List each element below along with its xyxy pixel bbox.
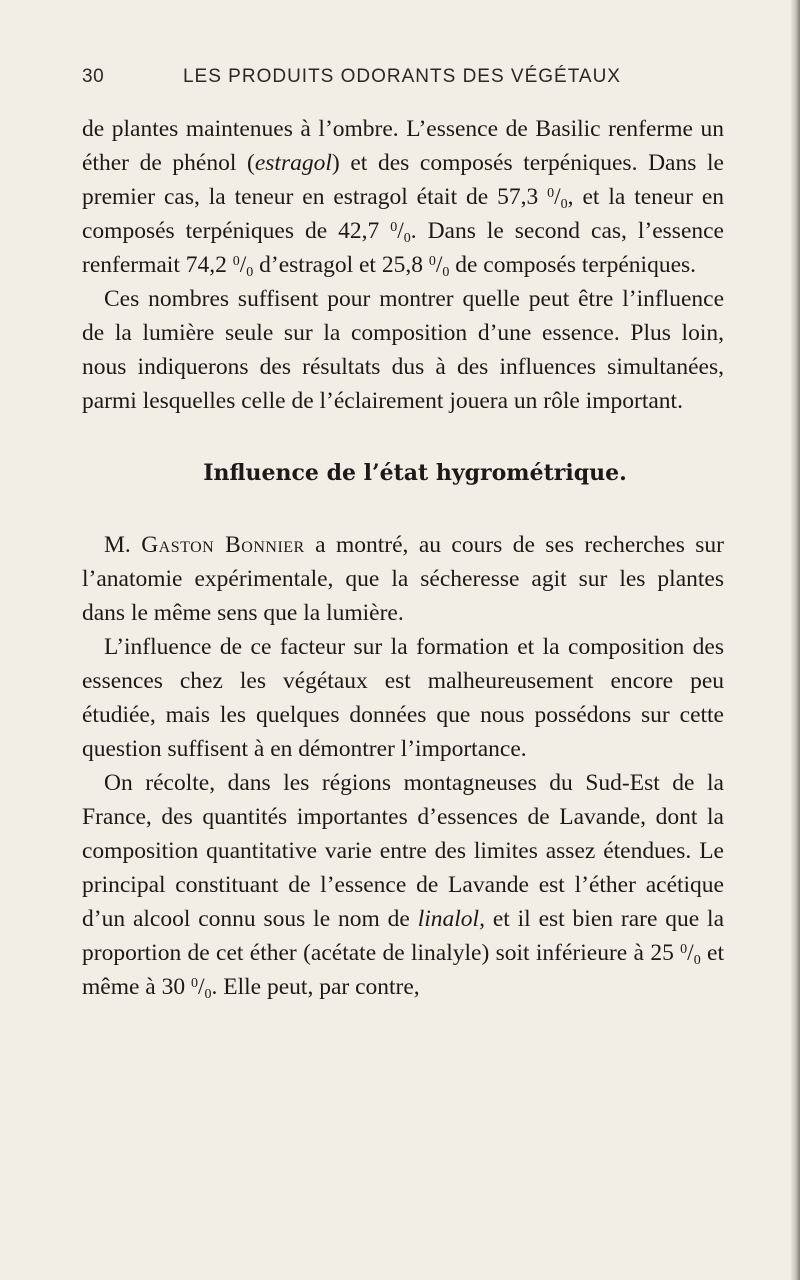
percent-sign: $^0/_0$ bbox=[190, 974, 212, 1002]
percent-sign: $^0/_0$ bbox=[390, 218, 411, 246]
section-heading: Influence de l’état hygrométrique. bbox=[203, 460, 627, 486]
percent-sign: $^0/_0$ bbox=[547, 184, 568, 212]
page-number: 30 bbox=[82, 66, 105, 87]
percent-sign: $^0/_0$ bbox=[232, 252, 254, 280]
author-name: Gaston Bonnier bbox=[141, 532, 305, 558]
running-title: LES PRODUITS ODORANTS DES VÉGÉTAUX bbox=[182, 66, 621, 87]
linalol-term: linalol, bbox=[417, 906, 485, 932]
page-edge-shadow bbox=[790, 0, 800, 1280]
body-text bbox=[82, 112, 724, 1004]
paragraph-5: On récolte, dans les régions montagneuses du Sud-Est de la France, des quantités importantes d’essences de Lavande, dont la composition quantitative varie entre des limites assez étendues. Le principal constituant de l’essence de Lavande est l’éther acétique d’un alcool connu sous le nom de linalol, et il est bien rare que la proportion de cet éther (acétate de linalyle) soit inférieure à 25 $^0/_0$ et même à 30 $^0/_0$. Elle peut, par contre, bbox=[82, 770, 724, 1002]
percent-sign: $^0/_0$ bbox=[428, 252, 450, 280]
paragraph-4: L’influence de ce facteur sur la formation et la composition des essences chez les végétaux est malheureusement encore peu étudiée, mais les quelques données que nous possédons sur cette question suffisent à en démontrer l’importance. bbox=[82, 634, 724, 762]
percent-sign: $^0/_0$ bbox=[680, 940, 701, 968]
paragraph-1: de plantes maintenues à l’ombre. L’essence de Basilic renferme un éther de phénol (estragol) et des composés terpéniques. Dans le premier cas, la teneur en estragol était de 57,3 $^0/_0$, et la teneur en composés terpéniques de 42,7 $^0/_0$. Dans le second cas, l’essence renfermait 74,2 $^0/_0$ d’estragol et 25,8 $^0/_0$ de composés terpéniques. bbox=[82, 116, 724, 280]
paragraph-2: Ces nombres suffisent pour montrer quelle peut être l’influence de la lumière seule sur la composition d’une essence. Plus loin, nous indiquerons des résultats dus à des influences simultanées, parmi lesquelles celle de l’éclairement jouera un rôle important. bbox=[82, 286, 724, 414]
page-header bbox=[82, 66, 722, 94]
paragraph-3: M. Gaston Bonnier a montré, au cours de ses recherches sur l’anatomie expérimentale, que la sécheresse agit sur les plantes dans le même sens que la lumière. bbox=[82, 532, 724, 626]
estragol-term: estragol bbox=[254, 150, 332, 176]
